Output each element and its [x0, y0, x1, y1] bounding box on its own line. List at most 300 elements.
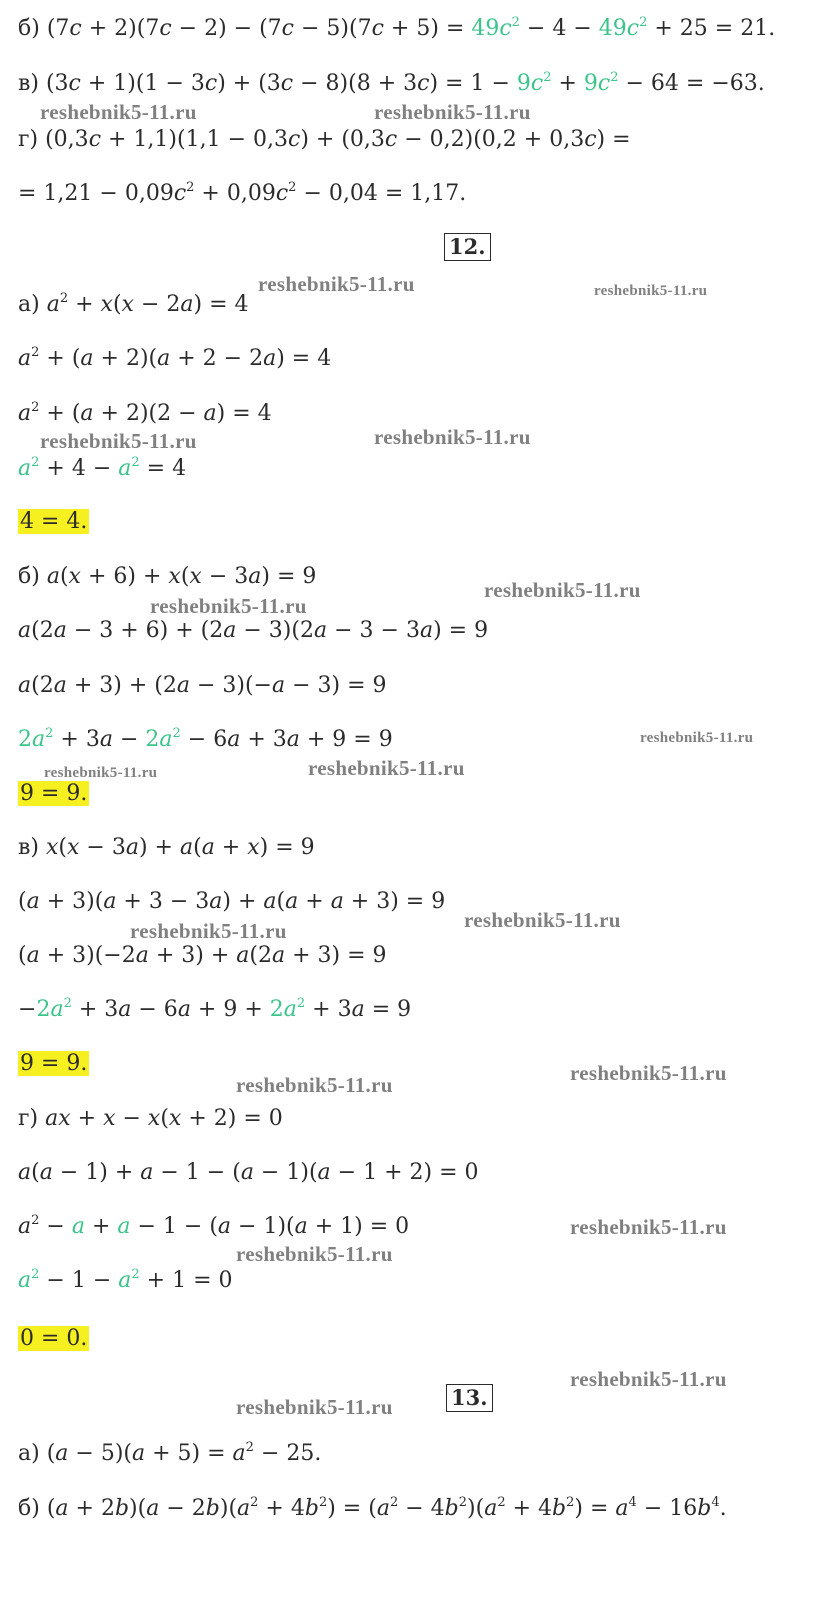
math-text: + 2) = 0 [181, 1106, 283, 1131]
variable: a [132, 1441, 146, 1466]
variable: a [26, 889, 40, 914]
math-text: − [112, 727, 146, 752]
math-text: ) = [596, 127, 631, 152]
math-text: 2 [145, 727, 160, 752]
solution-line-g-12-2 [18, 1160, 479, 1186]
exponent: 2 [63, 996, 72, 1011]
solution-line-g-12-3 [18, 1214, 409, 1240]
solution-line-b-11 [18, 16, 775, 42]
math-text: − 2) − (7 [171, 16, 282, 41]
variable: a [283, 997, 297, 1022]
exponent: 2 [318, 1495, 328, 1510]
variable: a [177, 997, 191, 1022]
math-text: − 1 + 2) = 0 [330, 1160, 479, 1185]
variable: x [66, 835, 80, 860]
math-text: + 5) = [383, 16, 472, 41]
solution-line-g-12-1 [18, 1106, 283, 1132]
math-text: ) = 4 [276, 346, 332, 371]
math-text: − 3 [79, 835, 126, 860]
variable: a [159, 727, 173, 752]
math-text: )( [219, 1496, 238, 1521]
task-number-13: 13. [446, 1384, 493, 1412]
exponent: 2 [172, 726, 181, 741]
math-text: б) ( [18, 1496, 56, 1521]
variable: a [80, 346, 94, 371]
watermark: reshebnik5-11.ru [150, 594, 307, 618]
exponent: 2 [31, 455, 40, 470]
math-text: + 2)( [93, 346, 158, 371]
math-text: − 2 [133, 292, 181, 317]
math-text: + 1) = 0 [307, 1214, 410, 1239]
exponent: 2 [186, 180, 195, 195]
math-text: ( [276, 889, 286, 914]
watermark: reshebnik5-11.ru [236, 1073, 393, 1097]
math-text: )( [129, 1496, 147, 1521]
result-a-12 [18, 509, 89, 535]
math-text: − 3)(2 [236, 618, 314, 643]
solution-line-g-11-end [18, 181, 466, 207]
variable: a [237, 1496, 251, 1521]
math-text: − 16 [636, 1496, 698, 1521]
math-text: ) + (0,3 [300, 127, 385, 152]
exponent: 2 [288, 180, 297, 195]
math-text: − 3) = 9 [285, 673, 387, 698]
math-text: = 9 [364, 997, 412, 1022]
math-text: + 3 [305, 997, 352, 1022]
math-text: + 2)(7 [81, 16, 160, 41]
math-text: 49 [598, 16, 627, 41]
math-text: в) (3 [18, 71, 69, 96]
variable: a [118, 997, 132, 1022]
math-text: + 25 = 21. [647, 16, 776, 41]
watermark: reshebnik5-11.ru [464, 908, 621, 932]
variable: x [100, 292, 113, 317]
variable: b [205, 1496, 220, 1521]
variable: b [114, 1496, 130, 1521]
variable: c [597, 71, 611, 96]
solution-line-v-12-1 [18, 835, 315, 861]
math-text: . [719, 1496, 727, 1521]
math-text: − 0,04 = 1,17. [296, 181, 467, 206]
variable: a [223, 618, 237, 643]
math-text: 9 [583, 71, 598, 96]
math-text: а) [18, 292, 47, 317]
exponent: 2 [245, 1440, 254, 1455]
watermark: reshebnik5-11.ru [258, 272, 415, 296]
math-text: ) = 4 [193, 292, 249, 317]
variable: a [99, 727, 113, 752]
solution-line-b-12-2 [18, 618, 488, 644]
variable: x [189, 564, 202, 589]
math-text: + 3 [240, 727, 287, 752]
math-text: ( [18, 889, 27, 914]
exponent: 2 [458, 1495, 468, 1510]
math-text: + [84, 1214, 118, 1239]
solution-line-g-12-4 [18, 1268, 233, 1294]
math-text: ) + (3 [217, 71, 281, 96]
variable: a [146, 1496, 160, 1521]
math-text: − 0,2)(0,2 + 0,3 [397, 127, 585, 152]
math-text: г) [18, 1106, 46, 1131]
watermark: reshebnik5-11.ru [484, 578, 641, 602]
math-text: + 9 + [190, 997, 270, 1022]
math-text: ) = 9 [261, 564, 317, 589]
solution-line-b-13 [18, 1496, 727, 1522]
variable: a [209, 889, 223, 914]
exponent: 2 [31, 1267, 40, 1282]
math-text: − 1)( [231, 1214, 295, 1239]
exponent: 2 [389, 1495, 399, 1510]
variable: a [179, 835, 194, 860]
solution-line-a-12-2 [18, 346, 331, 372]
math-text: 49 [471, 16, 500, 41]
math-text: (2 [31, 673, 54, 698]
variable: a [217, 1214, 232, 1239]
variable: a [118, 1268, 132, 1293]
solution-line-b-12-3 [18, 673, 387, 699]
highlight-marker [18, 509, 89, 534]
math-text: − 4 − [519, 16, 599, 41]
exponent: 4 [628, 1495, 637, 1510]
solution-line-v-12-3 [18, 943, 387, 969]
variable: b [444, 1496, 459, 1521]
math-text: б) [18, 564, 47, 589]
math-text: ) + [138, 835, 180, 860]
exponent: 2 [610, 70, 619, 85]
math-text: ( [18, 943, 27, 968]
variable: a [71, 1214, 85, 1239]
math-text: + 3) + [148, 943, 237, 968]
math-text: ( [180, 564, 190, 589]
watermark: reshebnik5-11.ru [308, 756, 465, 780]
math-text: + 6) + [80, 564, 169, 589]
solution-line-v-11 [18, 71, 765, 97]
math-text: ) = ( [327, 1496, 377, 1521]
math-text: + [68, 292, 101, 317]
highlight-marker [18, 1326, 89, 1351]
variable: a [615, 1496, 629, 1521]
exponent: 2 [566, 1495, 575, 1510]
solution-line-v-12-2 [18, 889, 445, 915]
variable: a [176, 673, 190, 698]
variable: a [351, 997, 365, 1022]
math-text: − [18, 997, 37, 1022]
variable: a [484, 1496, 498, 1521]
math-text: + 3 [71, 997, 119, 1022]
exponent: 2 [639, 15, 648, 30]
solution-line-a-13 [18, 1441, 321, 1467]
task-number-12: 12. [444, 233, 491, 261]
variable: b [304, 1496, 319, 1521]
math-text: − 1)( [253, 1160, 318, 1185]
variable: x [45, 835, 59, 860]
variable: ax [45, 1106, 71, 1131]
math-text: + 1)(1 − 3 [80, 71, 205, 96]
solution-line-v-12-4 [18, 997, 411, 1023]
math-text: + 3)( [39, 889, 104, 914]
variable: c [530, 71, 544, 96]
variable: a [103, 889, 117, 914]
exponent: 2 [59, 291, 69, 306]
highlight-marker [18, 1051, 89, 1076]
math-text: − 4 [398, 1496, 445, 1521]
math-text: + [298, 889, 331, 914]
variable: x [168, 1106, 182, 1131]
variable: a [203, 401, 217, 426]
exponent: 2 [250, 1495, 259, 1510]
math-text: + 1 = 0 [139, 1268, 233, 1293]
watermark: reshebnik5-11.ru [594, 283, 708, 299]
variable: a [313, 618, 328, 643]
variable: a [55, 1496, 69, 1521]
variable: a [18, 401, 32, 426]
math-text: 0 = 0. [20, 1326, 88, 1351]
variable: c [584, 127, 597, 152]
variable: a [272, 673, 286, 698]
math-text: ) + [222, 889, 264, 914]
variable: a [118, 456, 132, 481]
math-text: + 3)(−2 [39, 943, 136, 968]
math-text: + 3) = 9 [285, 943, 387, 968]
variable: a [263, 346, 277, 371]
variable: b [552, 1496, 567, 1521]
watermark: reshebnik5-11.ru [570, 1061, 727, 1085]
variable: c [69, 16, 82, 41]
variable: a [317, 1160, 331, 1185]
result-g-12 [18, 1326, 89, 1352]
variable: c [499, 16, 512, 41]
watermark: reshebnik5-11.ru [640, 730, 754, 746]
math-text: 9 = 9. [20, 781, 88, 806]
math-text: + 1,1)(1,1 − 0,3 [101, 127, 288, 152]
solution-line-a-12-4 [18, 456, 186, 482]
solution-line-a-12-3 [18, 401, 272, 427]
math-text: − 3 + 6) + (2 [66, 618, 224, 643]
math-text: 2 [18, 727, 32, 752]
math-text: − 1 − [39, 1268, 119, 1293]
math-text: + 3) = 9 [343, 889, 446, 914]
variable: c [159, 16, 172, 41]
variable: c [275, 181, 289, 206]
watermark: reshebnik5-11.ru [44, 765, 158, 781]
watermark: reshebnik5-11.ru [130, 919, 287, 943]
variable: a [419, 618, 434, 643]
solution-line-g-11-start [18, 127, 631, 153]
variable: a [201, 835, 215, 860]
math-text: 2 [36, 997, 51, 1022]
variable: c [280, 71, 294, 96]
exponent: 2 [31, 1213, 40, 1228]
exponent: 2 [543, 70, 552, 85]
variable: a [26, 943, 40, 968]
variable: a [272, 943, 286, 968]
watermark: reshebnik5-11.ru [374, 425, 531, 449]
variable: a [80, 401, 94, 426]
math-text: − 6 [180, 727, 228, 752]
solution-line-a-12-1 [18, 292, 249, 318]
variable: c [281, 16, 294, 41]
exponent: 2 [497, 1495, 506, 1510]
variable: a [140, 1160, 154, 1185]
math-text: + 3) + (2 [66, 673, 177, 698]
variable: a [294, 1214, 308, 1239]
variable: a [180, 292, 194, 317]
variable: x [168, 564, 181, 589]
math-text: б) (7 [18, 16, 70, 41]
exponent: 2 [131, 455, 140, 470]
math-text: − 3 − 3 [327, 618, 420, 643]
math-text: ( [112, 292, 122, 317]
math-text: ) = 1 − [429, 71, 517, 96]
solution-line-b-12-4 [18, 727, 393, 753]
variable: a [157, 346, 171, 371]
math-text: 2 [269, 997, 284, 1022]
math-text: − 64 = −63. [618, 71, 765, 96]
variable: a [53, 618, 67, 643]
variable: c [204, 71, 218, 96]
variable: a [18, 1160, 32, 1185]
variable: c [287, 127, 301, 152]
variable: a [55, 1441, 69, 1466]
highlight-marker [18, 781, 89, 806]
variable: a [18, 1268, 32, 1293]
variable: a [39, 1160, 53, 1185]
math-text: ) = 9 [259, 835, 315, 860]
variable: a [18, 456, 32, 481]
watermark: reshebnik5-11.ru [570, 1215, 727, 1239]
watermark: reshebnik5-11.ru [236, 1395, 393, 1419]
math-text: ) = 9 [433, 618, 489, 643]
variable: a [376, 1496, 390, 1521]
math-text: − 6 [131, 997, 178, 1022]
solution-line-b-12-1 [18, 564, 316, 590]
exponent: 2 [45, 726, 54, 741]
math-text: + 9 = 9 [299, 727, 393, 752]
math-text: + 5) = [145, 1441, 233, 1466]
math-text: − 1 − ( [153, 1160, 241, 1185]
variable: a [232, 1441, 246, 1466]
watermark: reshebnik5-11.ru [570, 1367, 727, 1391]
math-text: а) ( [18, 1441, 56, 1466]
variable: a [50, 997, 64, 1022]
math-text: (2 [31, 618, 54, 643]
variable: c [88, 127, 102, 152]
variable: a [248, 564, 262, 589]
exponent: 2 [131, 1267, 140, 1282]
math-text: ) = [574, 1496, 616, 1521]
math-text: в) [18, 835, 46, 860]
math-text: − 1 − ( [130, 1214, 218, 1239]
variable: a [18, 673, 32, 698]
math-text: )( [467, 1496, 485, 1521]
math-text: − 25. [253, 1441, 322, 1466]
variable: a [18, 1214, 32, 1239]
math-text: + 4 − [39, 456, 119, 481]
math-text: − 3 [201, 564, 249, 589]
math-text: ( [59, 564, 69, 589]
exponent: 2 [511, 15, 520, 30]
math-text: + ( [39, 346, 81, 371]
result-b-12 [18, 781, 89, 807]
variable: a [53, 673, 67, 698]
result-v-12 [18, 1051, 89, 1077]
math-text: г) (0,3 [18, 127, 89, 152]
variable: x [247, 835, 260, 860]
math-text: − 3)(− [189, 673, 272, 698]
variable: c [384, 127, 398, 152]
watermark: reshebnik5-11.ru [40, 429, 197, 453]
variable: c [173, 181, 187, 206]
variable: a [330, 889, 344, 914]
variable: a [240, 1160, 254, 1185]
math-text: (2 [249, 943, 272, 968]
variable: c [626, 16, 640, 41]
variable: a [32, 727, 46, 752]
math-text: 9 [516, 71, 531, 96]
math-text: + 3 − 3 [116, 889, 210, 914]
math-text: − 1) + [52, 1160, 141, 1185]
math-text: ( [31, 1160, 40, 1185]
math-text: − 8)(8 + 3 [293, 71, 418, 96]
math-text: − [115, 1106, 148, 1131]
variable: a [117, 1214, 131, 1239]
math-text: − 5)( [68, 1441, 132, 1466]
exponent: 2 [31, 345, 40, 360]
math-text: − 5)(7 [293, 16, 372, 41]
exponent: 2 [31, 400, 40, 415]
variable: c [371, 16, 384, 41]
variable: a [18, 618, 32, 643]
math-text: ( [193, 835, 202, 860]
math-text: + 0,09 [194, 181, 276, 206]
watermark: reshebnik5-11.ru [236, 1242, 393, 1266]
math-text: + 2 [68, 1496, 115, 1521]
variable: a [135, 943, 149, 968]
variable: a [236, 943, 250, 968]
watermark: reshebnik5-11.ru [40, 100, 197, 124]
variable: b [697, 1496, 712, 1521]
variable: a [285, 889, 299, 914]
math-text: ) = 4 [216, 401, 272, 426]
math-text: + ( [39, 401, 81, 426]
math-text: + 2 − 2 [170, 346, 264, 371]
math-text: ( [58, 835, 67, 860]
variable: c [68, 71, 81, 96]
math-text: 4 = 4. [20, 509, 88, 534]
variable: a [46, 292, 60, 317]
variable: a [227, 727, 241, 752]
math-text: + 4 [505, 1496, 553, 1521]
watermark: reshebnik5-11.ru [374, 100, 531, 124]
variable: a [18, 346, 32, 371]
variable: c [417, 71, 430, 96]
math-text: + 4 [258, 1496, 305, 1521]
math-text: + [70, 1106, 104, 1131]
variable: x [147, 1106, 161, 1131]
exponent: 2 [296, 996, 306, 1011]
variable: a [46, 564, 60, 589]
math-text: + 3 [53, 727, 100, 752]
variable: x [103, 1106, 116, 1131]
math-text: + [214, 835, 248, 860]
exponent: 4 [711, 1495, 720, 1510]
math-text: ( [160, 1106, 169, 1131]
math-text: + [551, 71, 584, 96]
variable: x [121, 292, 134, 317]
math-text: = 4 [139, 456, 187, 481]
math-text: − 2 [159, 1496, 206, 1521]
variable: a [125, 835, 139, 860]
